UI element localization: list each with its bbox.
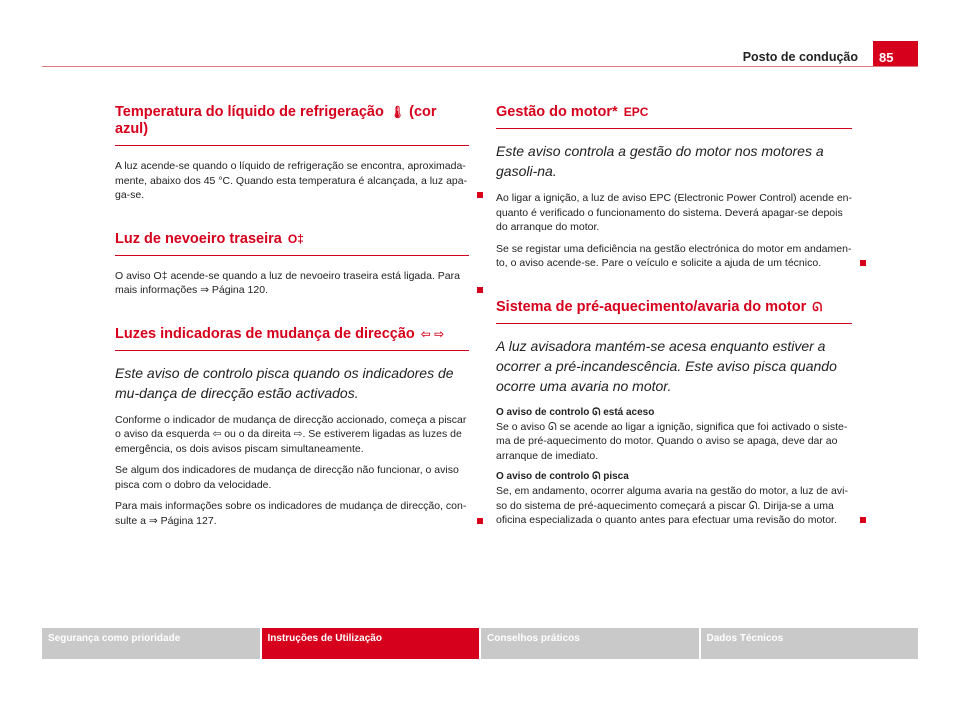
paragraph-text: A luz acende-se quando o líquido de refrigeração se encontra, aproximada-mente, abaixo dos 45 °C. Quando esta temperatura é alcançada, a luz apa-ga-se. (115, 160, 468, 201)
section-title (115, 231, 469, 256)
section-title (115, 104, 469, 146)
turn-signal-icon: ⇦ ⇨ (420, 326, 445, 341)
section-title-text: Luzes indicadoras de mudança de direcção (115, 325, 415, 342)
paragraph: Ao ligar a ignição, a luz de aviso EPC (Electronic Power Control) acende en-quanto é verificado o funcionamento do sistema. Deverá apagar-se depois do arranque do motor. (496, 192, 853, 233)
subheading: O aviso de controlo ᘏ pisca (496, 471, 629, 482)
glow-plug-icon: ᘏ (812, 299, 823, 314)
section-coolant-temperature (115, 104, 469, 203)
section-title (115, 326, 469, 351)
paragraph: Conforme o indicador de mudança de direcção accionado, começa a piscar o aviso da esquerda ⇦ ou o da direita ⇨. Se estiverem ligadas as luzes de emergência, os dois avisos piscam simultaneamente. (115, 413, 467, 455)
tab-seguranca[interactable]: Segurança como prioridade (42, 628, 260, 659)
section-title-suffix: (cor azul) (115, 104, 437, 137)
section-end-marker (860, 517, 866, 523)
paragraph (496, 242, 852, 271)
paragraph: Se algum dos indicadores de mudança de direcção não funcionar, o aviso pisca com o dobro da velocidade. (115, 464, 459, 491)
header-divider (42, 66, 918, 67)
section-rear-fog-light (115, 231, 469, 298)
paragraph: Se o aviso ᘏ se acende ao ligar a ignição, significa que foi activado o siste-ma de pré-aquecimento do motor. Quando o aviso se apaga, deve dar ao arranque de imediato. (496, 420, 848, 462)
page-number: 85 (873, 41, 918, 67)
section-title-text: Sistema de pré-aquecimento/avaria do motor (496, 298, 807, 315)
section-title (496, 104, 852, 129)
running-header: Posto de condução (742, 50, 858, 64)
section-preheating (496, 299, 852, 528)
section-end-marker (477, 192, 483, 198)
right-column (496, 104, 852, 556)
rear-fog-light-icon: O‡ (287, 231, 304, 246)
section-title (496, 299, 852, 324)
paragraph-text: O aviso O‡ acende-se quando a luz de nevoeiro traseira está ligada. Para mais informações ⇒ Página 120. (115, 269, 460, 296)
paragraph (496, 484, 852, 528)
section-title-text: Temperatura do líquido de refrigeração (115, 104, 384, 120)
section-intro: A luz avisadora mantém-se acesa enquanto estiver a ocorrer a pré-incandescência. Este aviso pisca quando ocorre uma avaria no motor. (496, 337, 837, 394)
paragraph-text: Se se registar uma deficiência na gestão electrónica do motor em andamen-to, o aviso acende-se. Pare o veículo e solicite a ajuda de um técnico. (496, 242, 852, 269)
section-title-text: Gestão do motor* (496, 104, 618, 120)
section-end-marker (860, 260, 866, 266)
coolant-temperature-icon: 🌡 (389, 105, 406, 119)
paragraph-text: Se, em andamento, ocorrer alguma avaria na gestão do motor, a luz de avi-so do sistema de pré-aquecimento começará a piscar ᘏ. Dirija-se a uma oficina especializada o quanto antes para efectuar uma revisão do motor. (496, 485, 848, 526)
paragraph-text: Para mais informações sobre os indicadores de mudança de direcção, con-sulte a ⇒ Página 127. (115, 500, 467, 527)
section-title-text: Luz de nevoeiro traseira (115, 230, 282, 247)
section-engine-management (496, 104, 852, 271)
section-end-marker (477, 518, 483, 524)
paragraph (115, 499, 469, 528)
paragraph (115, 269, 469, 298)
tab-instrucoes[interactable]: Instruções de Utilização (262, 628, 480, 659)
left-column (115, 104, 469, 556)
paragraph (115, 159, 469, 203)
tab-conselhos[interactable]: Conselhos práticos (481, 628, 699, 659)
subheading: O aviso de controlo ᘏ está aceso (496, 406, 655, 418)
tab-dados-tecnicos[interactable]: Dados Técnicos (701, 628, 919, 659)
epc-icon: EPC (623, 105, 649, 119)
section-turn-indicators (115, 326, 469, 529)
section-end-marker (477, 287, 483, 293)
section-intro: Este aviso controla a gestão do motor nos motores a gasoli-na. (496, 143, 824, 179)
footer-tabs (42, 628, 918, 659)
section-intro: Este aviso de controlo pisca quando os indicadores de mu-dança de direcção estão activados. (115, 364, 454, 401)
